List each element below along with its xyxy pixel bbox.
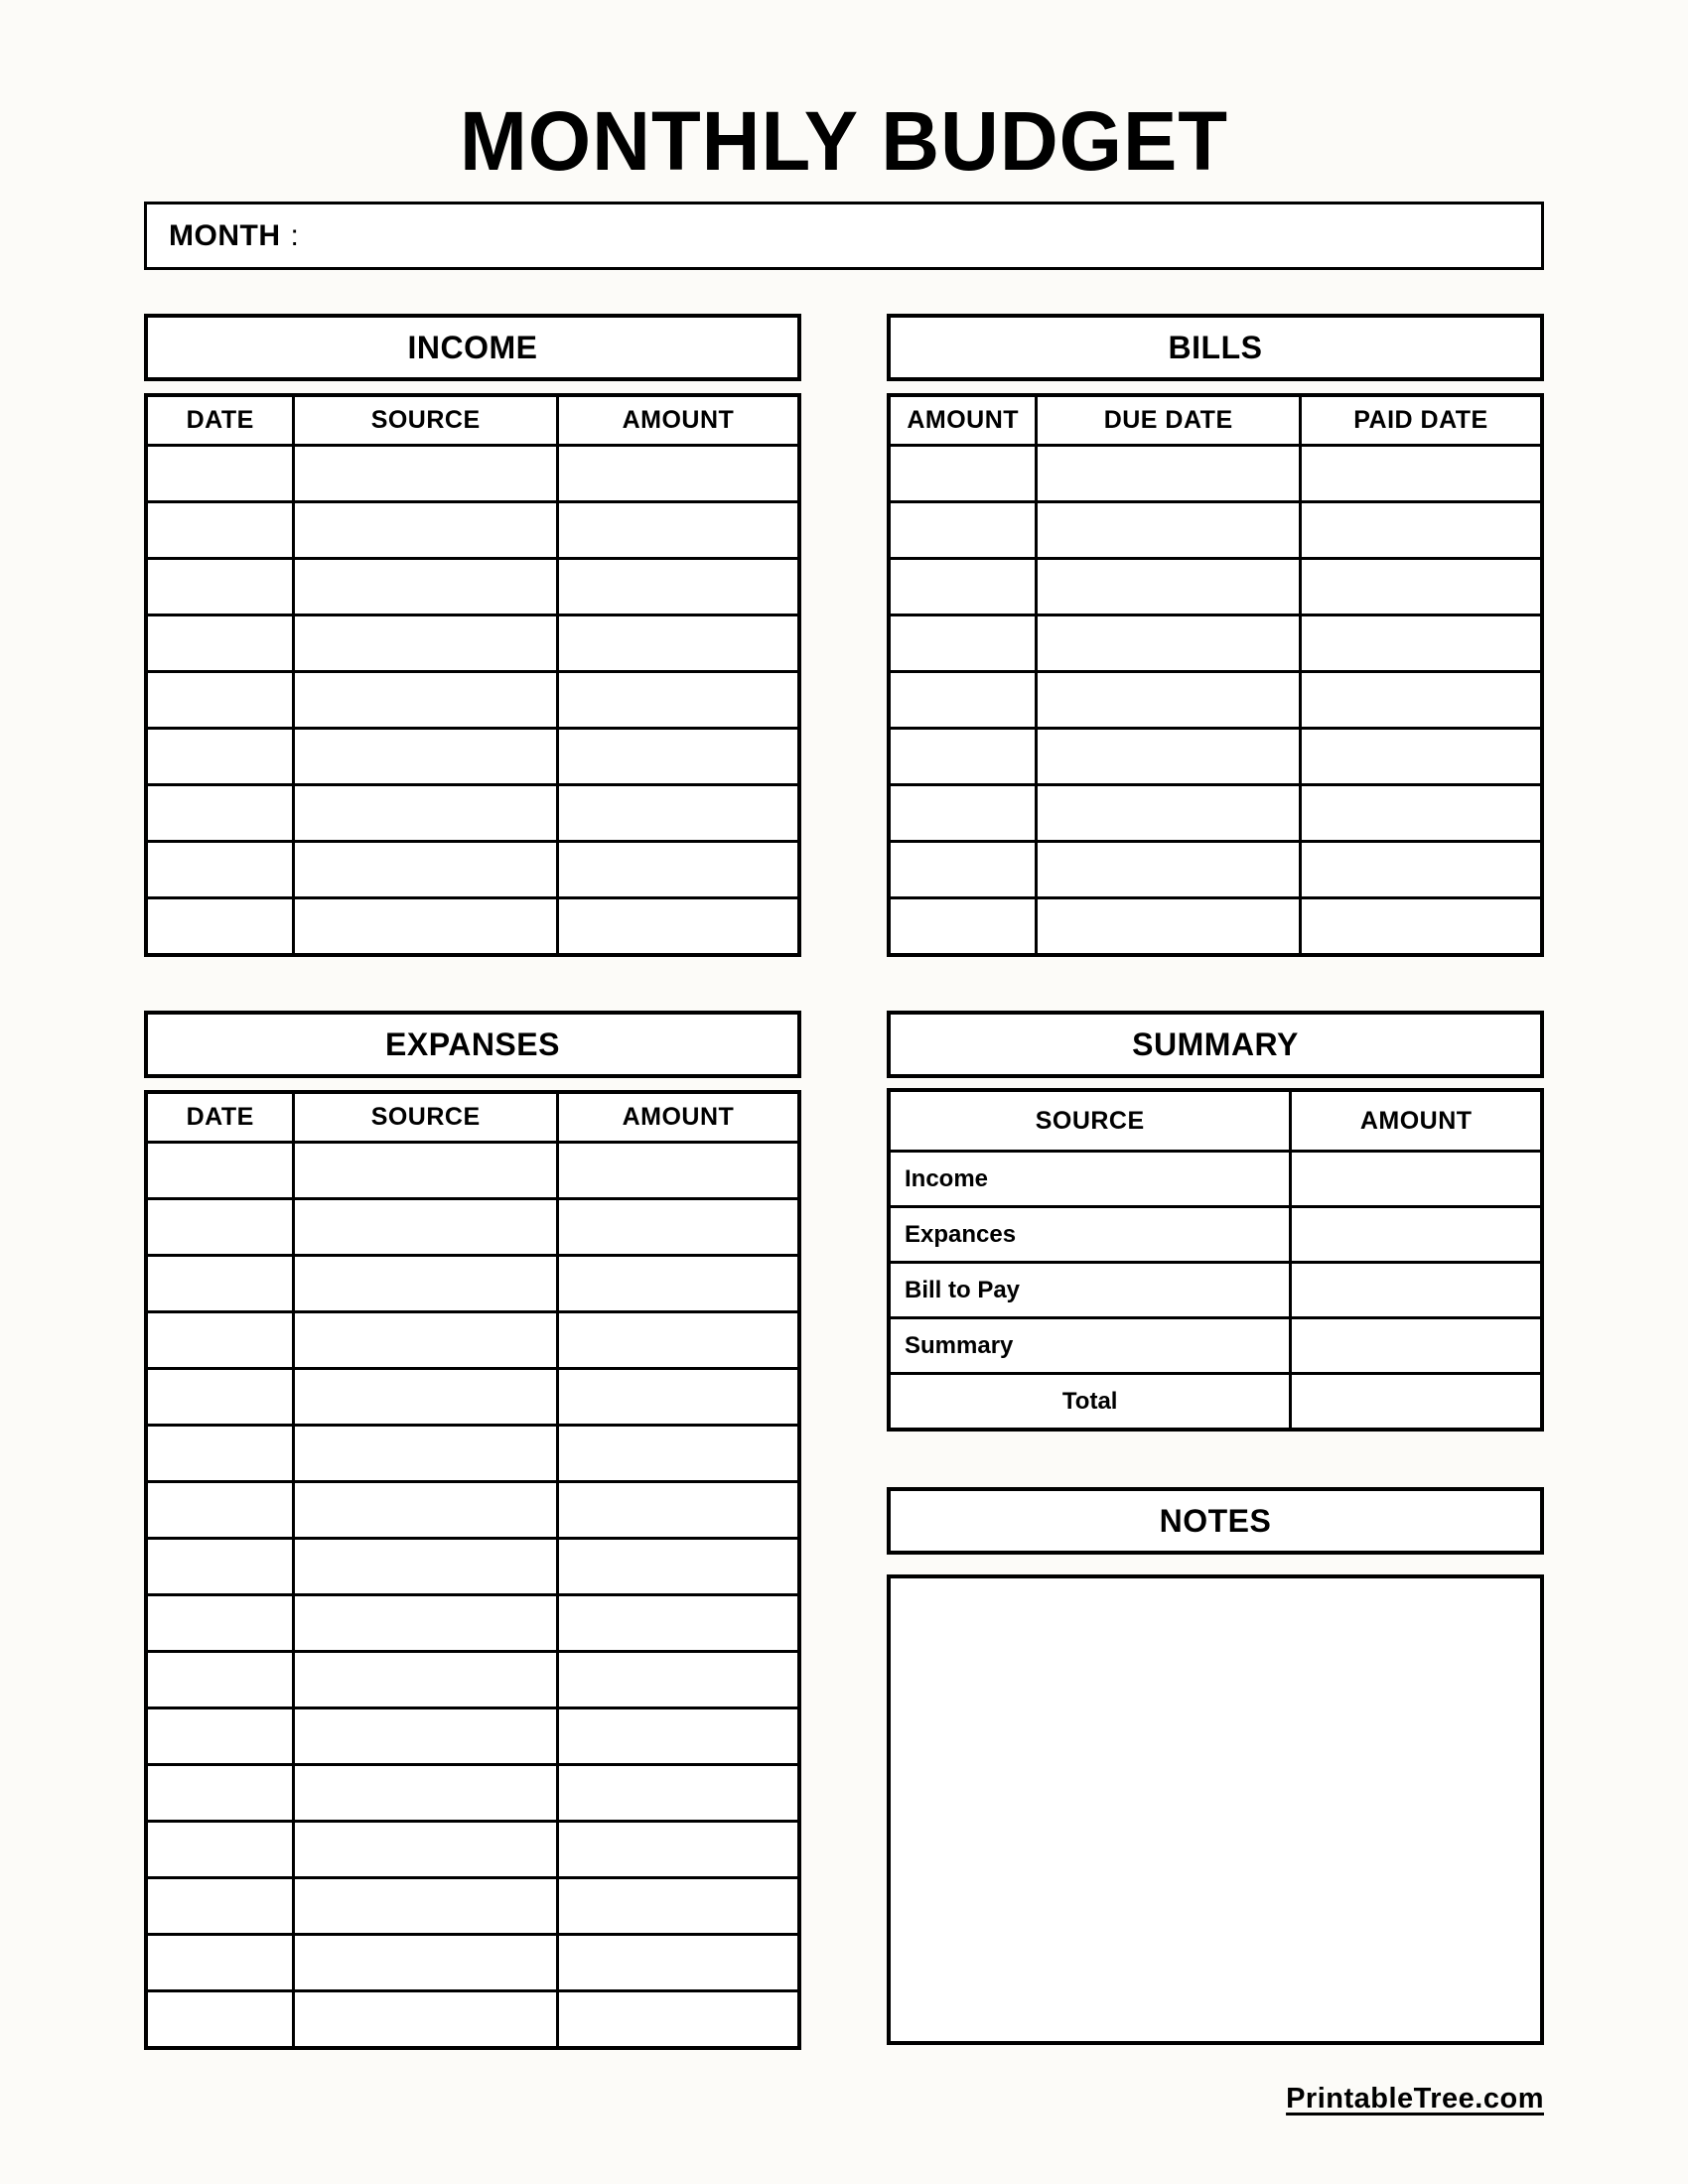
expanses-title: EXPANSES bbox=[144, 1011, 801, 1078]
month-field bbox=[144, 202, 1544, 270]
notes-title: NOTES bbox=[887, 1487, 1544, 1555]
blank-cell[interactable] bbox=[557, 615, 799, 672]
blank-cell[interactable] bbox=[889, 502, 1037, 559]
summary-amount-cell[interactable] bbox=[1291, 1374, 1542, 1431]
blank-cell[interactable] bbox=[557, 1199, 799, 1256]
blank-cell[interactable] bbox=[557, 1765, 799, 1822]
column-header: SOURCE bbox=[889, 1090, 1291, 1152]
blank-cell[interactable] bbox=[294, 446, 558, 502]
blank-cell[interactable] bbox=[146, 842, 294, 898]
expanses-table[interactable] bbox=[144, 1090, 801, 2050]
summary-amount-cell[interactable] bbox=[1291, 1152, 1542, 1207]
blank-cell[interactable] bbox=[294, 1652, 558, 1708]
blank-cell[interactable] bbox=[1300, 898, 1542, 956]
table-row bbox=[146, 1652, 799, 1708]
blank-cell[interactable] bbox=[557, 1426, 799, 1482]
column-header: DATE bbox=[146, 1092, 294, 1143]
column-header: PAID DATE bbox=[1300, 395, 1542, 446]
blank-cell[interactable] bbox=[1037, 559, 1301, 615]
table-row bbox=[146, 1426, 799, 1482]
blank-cell[interactable] bbox=[1300, 729, 1542, 785]
blank-cell[interactable] bbox=[889, 785, 1037, 842]
blank-cell[interactable] bbox=[557, 842, 799, 898]
blank-cell[interactable] bbox=[557, 1482, 799, 1539]
blank-cell[interactable] bbox=[146, 1256, 294, 1312]
column-header: DATE bbox=[146, 395, 294, 446]
blank-cell[interactable] bbox=[889, 898, 1037, 956]
blank-cell[interactable] bbox=[146, 1143, 294, 1199]
table-row bbox=[889, 615, 1542, 672]
blank-cell[interactable] bbox=[294, 1765, 558, 1822]
table-row bbox=[146, 1369, 799, 1426]
blank-cell[interactable] bbox=[557, 1878, 799, 1935]
table-row bbox=[146, 729, 799, 785]
blank-cell[interactable] bbox=[294, 615, 558, 672]
summary-row bbox=[889, 1207, 1542, 1263]
table-row bbox=[146, 1765, 799, 1822]
blank-cell[interactable] bbox=[146, 785, 294, 842]
table-row bbox=[889, 672, 1542, 729]
table-row bbox=[146, 1539, 799, 1595]
header-row bbox=[146, 1092, 799, 1143]
table-row bbox=[889, 785, 1542, 842]
table-row bbox=[146, 615, 799, 672]
blank-cell[interactable] bbox=[294, 502, 558, 559]
blank-cell[interactable] bbox=[146, 1708, 294, 1765]
blank-cell[interactable] bbox=[557, 446, 799, 502]
summary-amount-cell[interactable] bbox=[1291, 1263, 1542, 1318]
blank-cell[interactable] bbox=[294, 1256, 558, 1312]
blank-cell[interactable] bbox=[889, 615, 1037, 672]
blank-cell[interactable] bbox=[146, 729, 294, 785]
blank-cell[interactable] bbox=[557, 1708, 799, 1765]
blank-cell[interactable] bbox=[557, 1991, 799, 2049]
blank-cell[interactable] bbox=[1037, 502, 1301, 559]
blank-cell[interactable] bbox=[1300, 842, 1542, 898]
blank-cell[interactable] bbox=[146, 1312, 294, 1369]
table-row bbox=[889, 729, 1542, 785]
blank-cell[interactable] bbox=[557, 1595, 799, 1652]
table-row bbox=[146, 1595, 799, 1652]
blank-cell[interactable] bbox=[1300, 672, 1542, 729]
blank-cell[interactable] bbox=[889, 559, 1037, 615]
blank-cell[interactable] bbox=[294, 672, 558, 729]
blank-cell[interactable] bbox=[294, 1369, 558, 1426]
table-row bbox=[146, 1878, 799, 1935]
summary-row-label: Total bbox=[889, 1374, 1291, 1431]
blank-cell[interactable] bbox=[146, 1991, 294, 2049]
blank-cell[interactable] bbox=[146, 1935, 294, 1991]
blank-cell[interactable] bbox=[294, 898, 558, 956]
summary-row-label: Expances bbox=[889, 1207, 1291, 1263]
table-row bbox=[146, 1199, 799, 1256]
blank-cell[interactable] bbox=[1037, 898, 1301, 956]
blank-cell[interactable] bbox=[146, 1539, 294, 1595]
summary-row-label: Summary bbox=[889, 1318, 1291, 1374]
blank-cell[interactable] bbox=[889, 842, 1037, 898]
table-row bbox=[146, 1312, 799, 1369]
blank-cell[interactable] bbox=[557, 1369, 799, 1426]
blank-cell[interactable] bbox=[557, 1935, 799, 1991]
table-row bbox=[146, 446, 799, 502]
blank-cell[interactable] bbox=[146, 1482, 294, 1539]
table-row bbox=[146, 898, 799, 956]
column-header: AMOUNT bbox=[1291, 1090, 1542, 1152]
blank-cell[interactable] bbox=[557, 785, 799, 842]
summary-row bbox=[889, 1374, 1542, 1431]
summary-amount-cell[interactable] bbox=[1291, 1318, 1542, 1374]
blank-cell[interactable] bbox=[294, 1878, 558, 1935]
blank-cell[interactable] bbox=[146, 1878, 294, 1935]
blank-cell[interactable] bbox=[294, 1199, 558, 1256]
blank-cell[interactable] bbox=[294, 559, 558, 615]
blank-cell[interactable] bbox=[557, 729, 799, 785]
footer-link[interactable]: PrintableTree.com bbox=[1286, 2083, 1544, 2115]
blank-cell[interactable] bbox=[557, 1822, 799, 1878]
blank-cell[interactable] bbox=[146, 1426, 294, 1482]
summary-row-label: Income bbox=[889, 1152, 1291, 1207]
blank-cell[interactable] bbox=[146, 672, 294, 729]
blank-cell[interactable] bbox=[1037, 785, 1301, 842]
blank-cell[interactable] bbox=[294, 1595, 558, 1652]
table-row bbox=[146, 1708, 799, 1765]
blank-cell[interactable] bbox=[1037, 842, 1301, 898]
blank-cell[interactable] bbox=[1300, 615, 1542, 672]
blank-cell[interactable] bbox=[1037, 615, 1301, 672]
blank-cell[interactable] bbox=[557, 898, 799, 956]
blank-cell[interactable] bbox=[146, 446, 294, 502]
blank-cell[interactable] bbox=[294, 1312, 558, 1369]
blank-cell[interactable] bbox=[294, 1426, 558, 1482]
table-row bbox=[146, 1935, 799, 1991]
summary-title: SUMMARY bbox=[887, 1011, 1544, 1078]
header-row bbox=[889, 1090, 1542, 1152]
header-row bbox=[146, 395, 799, 446]
blank-cell[interactable] bbox=[557, 1143, 799, 1199]
column-header: AMOUNT bbox=[557, 1092, 799, 1143]
blank-cell[interactable] bbox=[1037, 672, 1301, 729]
table-row bbox=[146, 1991, 799, 2049]
blank-cell[interactable] bbox=[294, 1935, 558, 1991]
blank-cell[interactable] bbox=[146, 1369, 294, 1426]
column-header: SOURCE bbox=[294, 395, 558, 446]
bills-table[interactable] bbox=[887, 393, 1544, 957]
header-row bbox=[889, 395, 1542, 446]
blank-cell[interactable] bbox=[1037, 446, 1301, 502]
month-colon: : bbox=[290, 218, 299, 252]
column-header: SOURCE bbox=[294, 1092, 558, 1143]
blank-cell[interactable] bbox=[1300, 785, 1542, 842]
blank-cell[interactable] bbox=[146, 502, 294, 559]
summary-row bbox=[889, 1152, 1542, 1207]
blank-cell[interactable] bbox=[557, 502, 799, 559]
table-row bbox=[146, 1143, 799, 1199]
table-row bbox=[146, 502, 799, 559]
blank-cell[interactable] bbox=[146, 1595, 294, 1652]
blank-cell[interactable] bbox=[294, 1708, 558, 1765]
blank-cell[interactable] bbox=[294, 1539, 558, 1595]
table-row bbox=[146, 672, 799, 729]
column-header: AMOUNT bbox=[557, 395, 799, 446]
blank-cell[interactable] bbox=[294, 729, 558, 785]
table-row bbox=[146, 842, 799, 898]
blank-cell[interactable] bbox=[1300, 502, 1542, 559]
summary-row bbox=[889, 1318, 1542, 1374]
table-row bbox=[889, 842, 1542, 898]
blank-cell[interactable] bbox=[294, 1991, 558, 2049]
blank-cell[interactable] bbox=[146, 898, 294, 956]
summary-row bbox=[889, 1263, 1542, 1318]
summary-table[interactable] bbox=[887, 1088, 1544, 1432]
blank-cell[interactable] bbox=[557, 1539, 799, 1595]
income-table[interactable] bbox=[144, 393, 801, 957]
blank-cell[interactable] bbox=[294, 1143, 558, 1199]
blank-cell[interactable] bbox=[294, 842, 558, 898]
blank-cell[interactable] bbox=[146, 1199, 294, 1256]
table-row bbox=[146, 559, 799, 615]
blank-cell[interactable] bbox=[889, 672, 1037, 729]
table-row bbox=[889, 898, 1542, 956]
blank-cell[interactable] bbox=[889, 729, 1037, 785]
blank-cell[interactable] bbox=[294, 1822, 558, 1878]
blank-cell[interactable] bbox=[557, 1652, 799, 1708]
table-row bbox=[146, 1482, 799, 1539]
blank-cell[interactable] bbox=[557, 672, 799, 729]
blank-cell[interactable] bbox=[1300, 446, 1542, 502]
table-row bbox=[146, 1822, 799, 1878]
blank-cell[interactable] bbox=[557, 1256, 799, 1312]
table-row bbox=[146, 1256, 799, 1312]
blank-cell[interactable] bbox=[294, 1482, 558, 1539]
blank-cell[interactable] bbox=[294, 785, 558, 842]
blank-cell[interactable] bbox=[146, 1652, 294, 1708]
table-row bbox=[889, 502, 1542, 559]
page-title: MONTHLY BUDGET bbox=[459, 94, 1229, 188]
blank-cell[interactable] bbox=[146, 1765, 294, 1822]
column-header: DUE DATE bbox=[1037, 395, 1301, 446]
month-label: MONTH bbox=[169, 218, 281, 252]
blank-cell[interactable] bbox=[1037, 729, 1301, 785]
month-value-input[interactable] bbox=[313, 205, 1541, 267]
column-header: AMOUNT bbox=[889, 395, 1037, 446]
blank-cell[interactable] bbox=[146, 1822, 294, 1878]
summary-row-label: Bill to Pay bbox=[889, 1263, 1291, 1318]
table-row bbox=[889, 559, 1542, 615]
notes-box[interactable] bbox=[887, 1574, 1544, 2045]
summary-amount-cell[interactable] bbox=[1291, 1207, 1542, 1263]
blank-cell[interactable] bbox=[1300, 559, 1542, 615]
blank-cell[interactable] bbox=[889, 446, 1037, 502]
blank-cell[interactable] bbox=[146, 559, 294, 615]
blank-cell[interactable] bbox=[557, 1312, 799, 1369]
blank-cell[interactable] bbox=[557, 559, 799, 615]
income-title: INCOME bbox=[144, 314, 801, 381]
table-row bbox=[889, 446, 1542, 502]
bills-title: BILLS bbox=[887, 314, 1544, 381]
table-row bbox=[146, 785, 799, 842]
blank-cell[interactable] bbox=[146, 615, 294, 672]
